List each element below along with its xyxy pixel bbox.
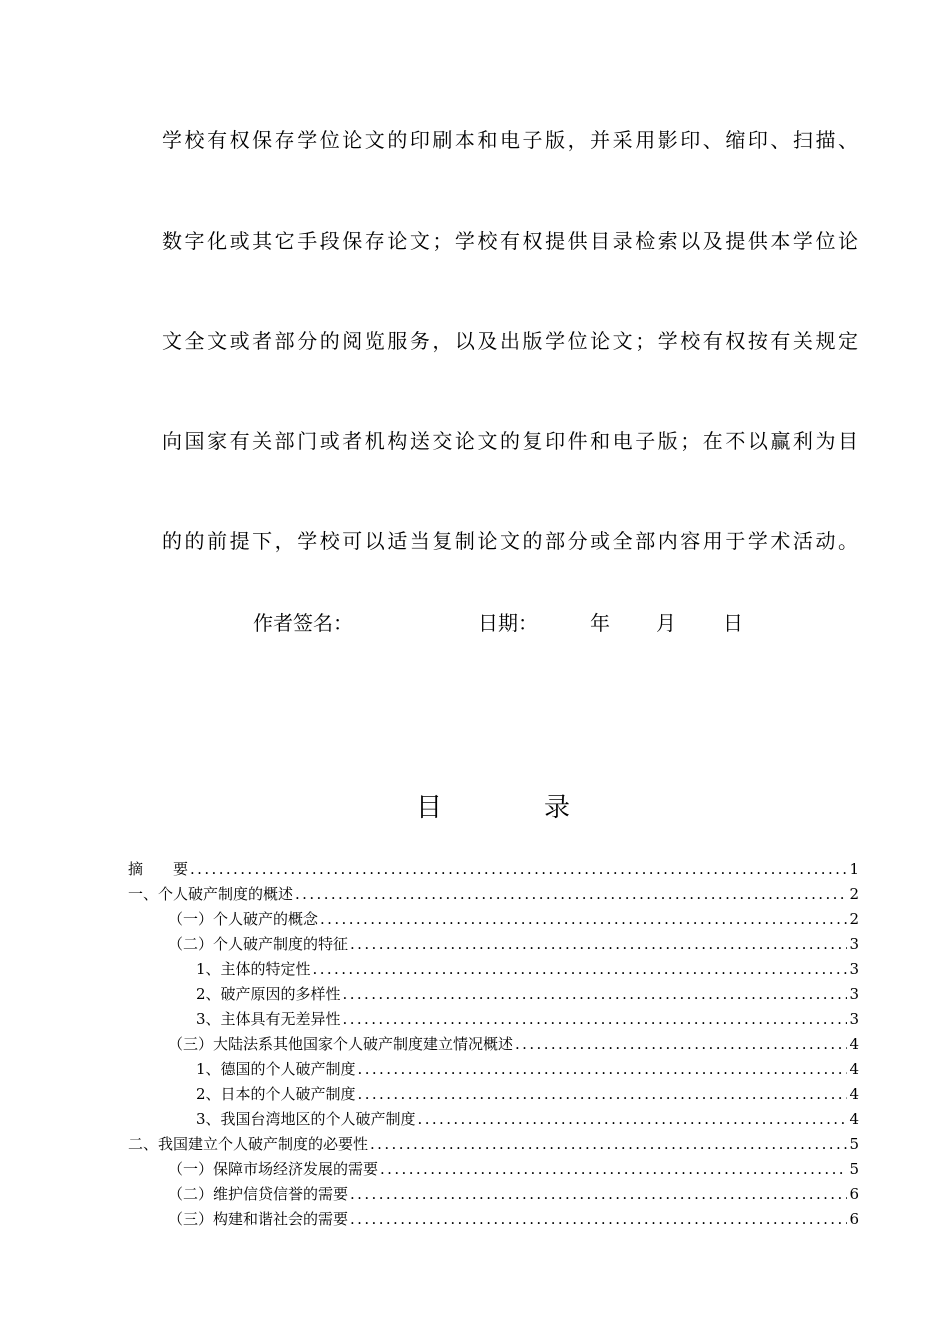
- toc-dot-leader: [380, 1157, 847, 1181]
- toc-page-number: 2: [849, 910, 859, 928]
- toc-entry-title: 3、主体具有无差异性: [196, 1010, 341, 1028]
- toc-entry[interactable]: [128, 907, 859, 931]
- statement-line: 数字化或其它手段保存论文；学校有权提供目录检索以及提供本学位论: [162, 229, 858, 253]
- toc-dot-leader: [350, 932, 847, 956]
- toc-page-number: 4: [849, 1085, 859, 1103]
- toc-page-number: 4: [849, 1060, 859, 1078]
- toc-entry-title: （一）保障市场经济发展的需要: [168, 1160, 379, 1178]
- toc-dot-leader: [350, 1182, 847, 1206]
- toc-entry-title: （一）个人破产的概念: [168, 910, 319, 928]
- toc-entry[interactable]: [128, 1132, 859, 1156]
- toc-page-number: 3: [849, 1010, 859, 1028]
- toc-page-number: 3: [849, 985, 859, 1003]
- toc-dot-leader: [343, 1007, 848, 1031]
- toc-entry-title: 3、我国台湾地区的个人破产制度: [196, 1110, 416, 1128]
- toc-page-number: 5: [849, 1135, 859, 1153]
- toc-page-number: 1: [849, 860, 859, 878]
- author-signature-label: 作者签名：: [253, 611, 353, 635]
- date-label: 日期：: [478, 611, 538, 635]
- toc-entry-title: （三）构建和谐社会的需要: [168, 1210, 349, 1228]
- toc-entry[interactable]: [128, 1032, 859, 1056]
- statement-line: 文全文或者部分的阅览服务，以及出版学位论文；学校有权按有关规定: [162, 329, 858, 353]
- toc-page-number: 6: [849, 1210, 859, 1228]
- toc-entry-title: 1、德国的个人破产制度: [196, 1060, 356, 1078]
- toc-entry-title: 二、我国建立个人破产制度的必要性: [128, 1135, 369, 1153]
- toc-dot-leader: [370, 1132, 847, 1156]
- toc-entry-title: 1、主体的特定性: [196, 960, 311, 978]
- toc-entry-title: 摘 要: [128, 860, 189, 878]
- toc-dot-leader: [515, 1032, 847, 1056]
- toc-title-part: 目: [416, 793, 443, 823]
- year-label: 年: [590, 611, 610, 635]
- toc-entry[interactable]: [128, 1207, 859, 1231]
- toc-page-number: 5: [849, 1160, 859, 1178]
- toc-dot-leader: [358, 1057, 848, 1081]
- toc-entry[interactable]: [128, 982, 859, 1006]
- toc-page-number: 4: [849, 1035, 859, 1053]
- statement-line: 学校有权保存学位论文的印刷本和电子版，并采用影印、缩印、扫描、: [162, 128, 858, 152]
- toc-entry[interactable]: [128, 1182, 859, 1206]
- toc-entry-title: 一、个人破产制度的概述: [128, 885, 294, 903]
- toc-dot-leader: [190, 857, 847, 881]
- toc-dot-leader: [343, 982, 848, 1006]
- toc-page-number: 2: [849, 885, 859, 903]
- toc-entry[interactable]: [128, 957, 859, 981]
- toc-page-number: 4: [849, 1110, 859, 1128]
- month-label: 月: [656, 611, 676, 635]
- toc-page-number: 6: [849, 1185, 859, 1203]
- toc-entry[interactable]: [128, 932, 859, 956]
- statement-line: 的的前提下，学校可以适当复制论文的部分或全部内容用于学术活动。: [162, 529, 858, 553]
- toc-entry[interactable]: [128, 1057, 859, 1081]
- toc-entry[interactable]: [128, 1107, 859, 1131]
- toc-entry-title: 2、日本的个人破产制度: [196, 1085, 356, 1103]
- toc-entry[interactable]: [128, 1007, 859, 1031]
- toc-dot-leader: [358, 1082, 848, 1106]
- toc-entry[interactable]: [128, 857, 859, 881]
- toc-entry[interactable]: [128, 1157, 859, 1181]
- toc-page-number: 3: [849, 935, 859, 953]
- toc-entry-title: （三）大陆法系其他国家个人破产制度建立情况概述: [168, 1035, 514, 1053]
- toc-dot-leader: [313, 957, 848, 981]
- toc-title-part: 录: [544, 793, 571, 823]
- toc-page-number: 3: [849, 960, 859, 978]
- toc-entry-title: （二）个人破产制度的特征: [168, 935, 349, 953]
- toc-entry-title: 2、破产原因的多样性: [196, 985, 341, 1003]
- toc-dot-leader: [320, 907, 847, 931]
- toc-entry[interactable]: [128, 1082, 859, 1106]
- toc-dot-leader: [295, 882, 847, 906]
- toc-entry-title: （二）维护信贷信誉的需要: [168, 1185, 349, 1203]
- statement-line: 向国家有关部门或者机构送交论文的复印件和电子版；在不以赢利为目: [162, 429, 858, 453]
- toc-entry[interactable]: [128, 882, 859, 906]
- toc-dot-leader: [418, 1107, 848, 1131]
- toc-dot-leader: [350, 1207, 847, 1231]
- day-label: 日: [723, 611, 743, 635]
